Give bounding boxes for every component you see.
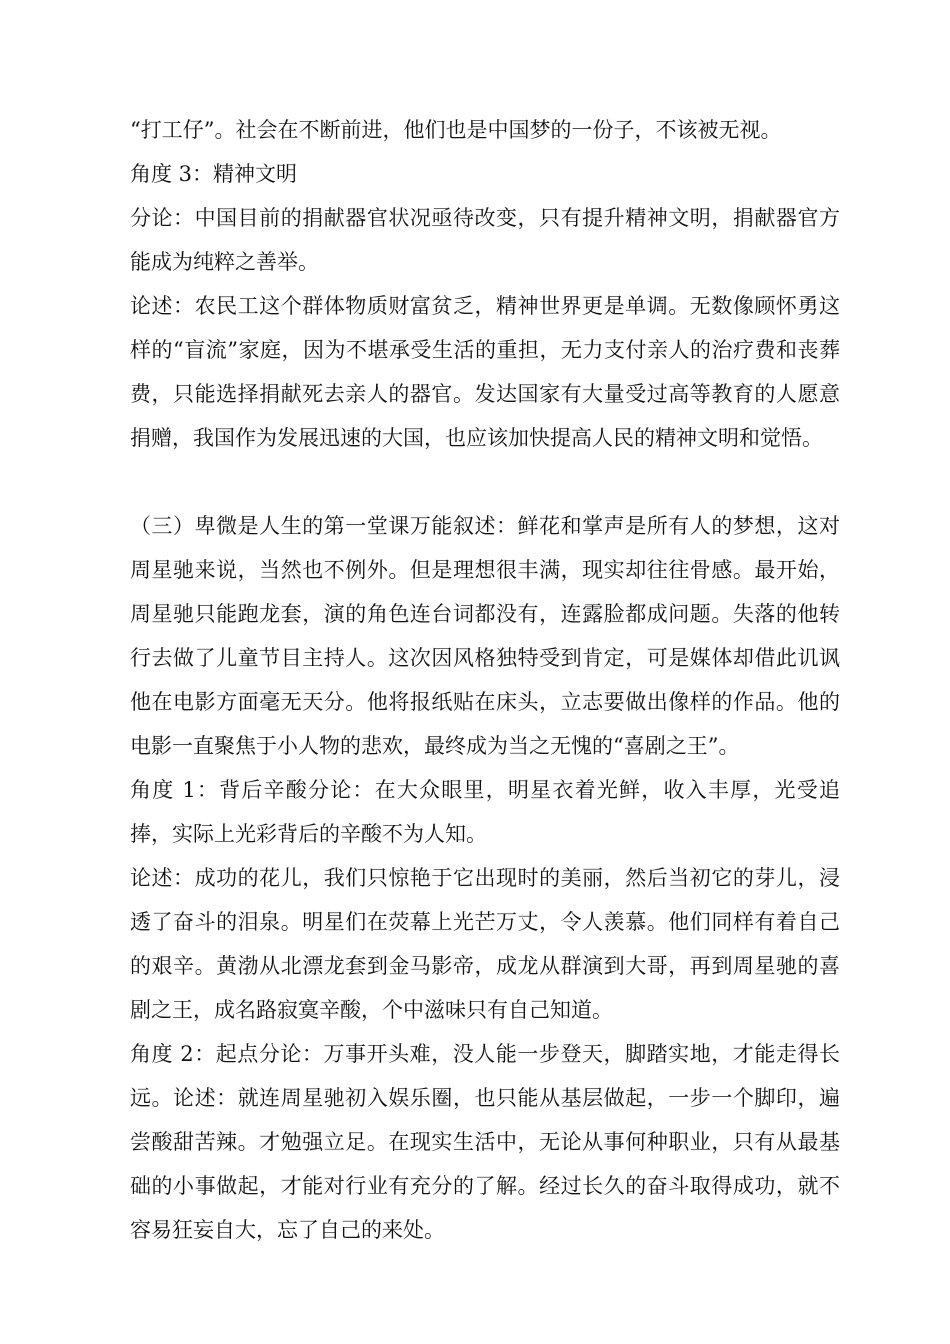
paragraph-discussion-3: 论述：农民工这个群体物质财富贫乏，精神世界更是单调。无数像顾怀勇这样的“盲流”家庭，因为不堪承受生活的重担，无力支付亲人的治疗费和丧葬费，只能选择捐献死去亲人的器官。发达国家有大量受过高等教育的人愿意捐赠，我国作为发展迅速的大国，也应该加快提高人民的精神文明和觉悟。	[130, 294, 840, 450]
paragraph-angle-2: 角度 2：起点分论：万事开头难，没人能一步登天，脚踏实地，才能走得长远。论述：就连周星驰初入娱乐圈，也只能从基层做起，一步一个脚印，遍尝酸甜苦辣。才勉强立足。在现实生活中，无论从事何种职业，只有从最基础的小事做起，才能对行业有充分的了解。经过长久的奋斗取得成功，就不容易狂妄自大，忘了自己的来处。	[130, 1042, 840, 1242]
paragraph-dagongzai: “打工仔”。社会在不断前进，他们也是中国梦的一份子，不该被无视。	[130, 118, 782, 142]
heading-angle-3: 角度 3：精神文明	[130, 162, 298, 186]
document-page	[130, 108, 840, 1252]
paragraph-angle-1: 角度 1：背后辛酸分论：在大众眼里，明星衣着光鲜，收入丰厚，光受追捧，实际上光彩背后的辛酸不为人知。	[130, 778, 840, 846]
paragraph-section-3-narrative: （三）卑微是人生的第一堂课万能叙述：鲜花和掌声是所有人的梦想，这对周星驰来说，当然也不例外。但是理想很丰满，现实却往往骨感。最开始，周星驰只能跑龙套，演的角色连台词都没有，连露脸都成问题。失落的他转行去做了儿童节目主持人。这次因风格独特受到肯定，可是媒体却借此讥讽他在电影方面毫无天分。他将报纸贴在床头，立志要做出像样的作品。他的电影一直聚焦于小人物的悲欢，最终成为当之无愧的“喜剧之王”。	[130, 514, 840, 758]
paragraph-discussion-1: 论述：成功的花儿，我们只惊艳于它出现时的美丽，然后当初它的芽儿，浸透了奋斗的泪泉。明星们在荧幕上光芒万丈，令人羡慕。他们同样有着自己的艰辛。黄渤从北漂龙套到金马影帝，成龙从群演到大哥，再到周星驰的喜剧之王，成名路寂寞辛酸，个中滋味只有自己知道。	[130, 866, 840, 1022]
section-spacer	[130, 460, 840, 504]
paragraph-subargument-3: 分论：中国目前的捐献器官状况亟待改变，只有提升精神文明，捐献器官方能成为纯粹之善举。	[130, 206, 840, 274]
